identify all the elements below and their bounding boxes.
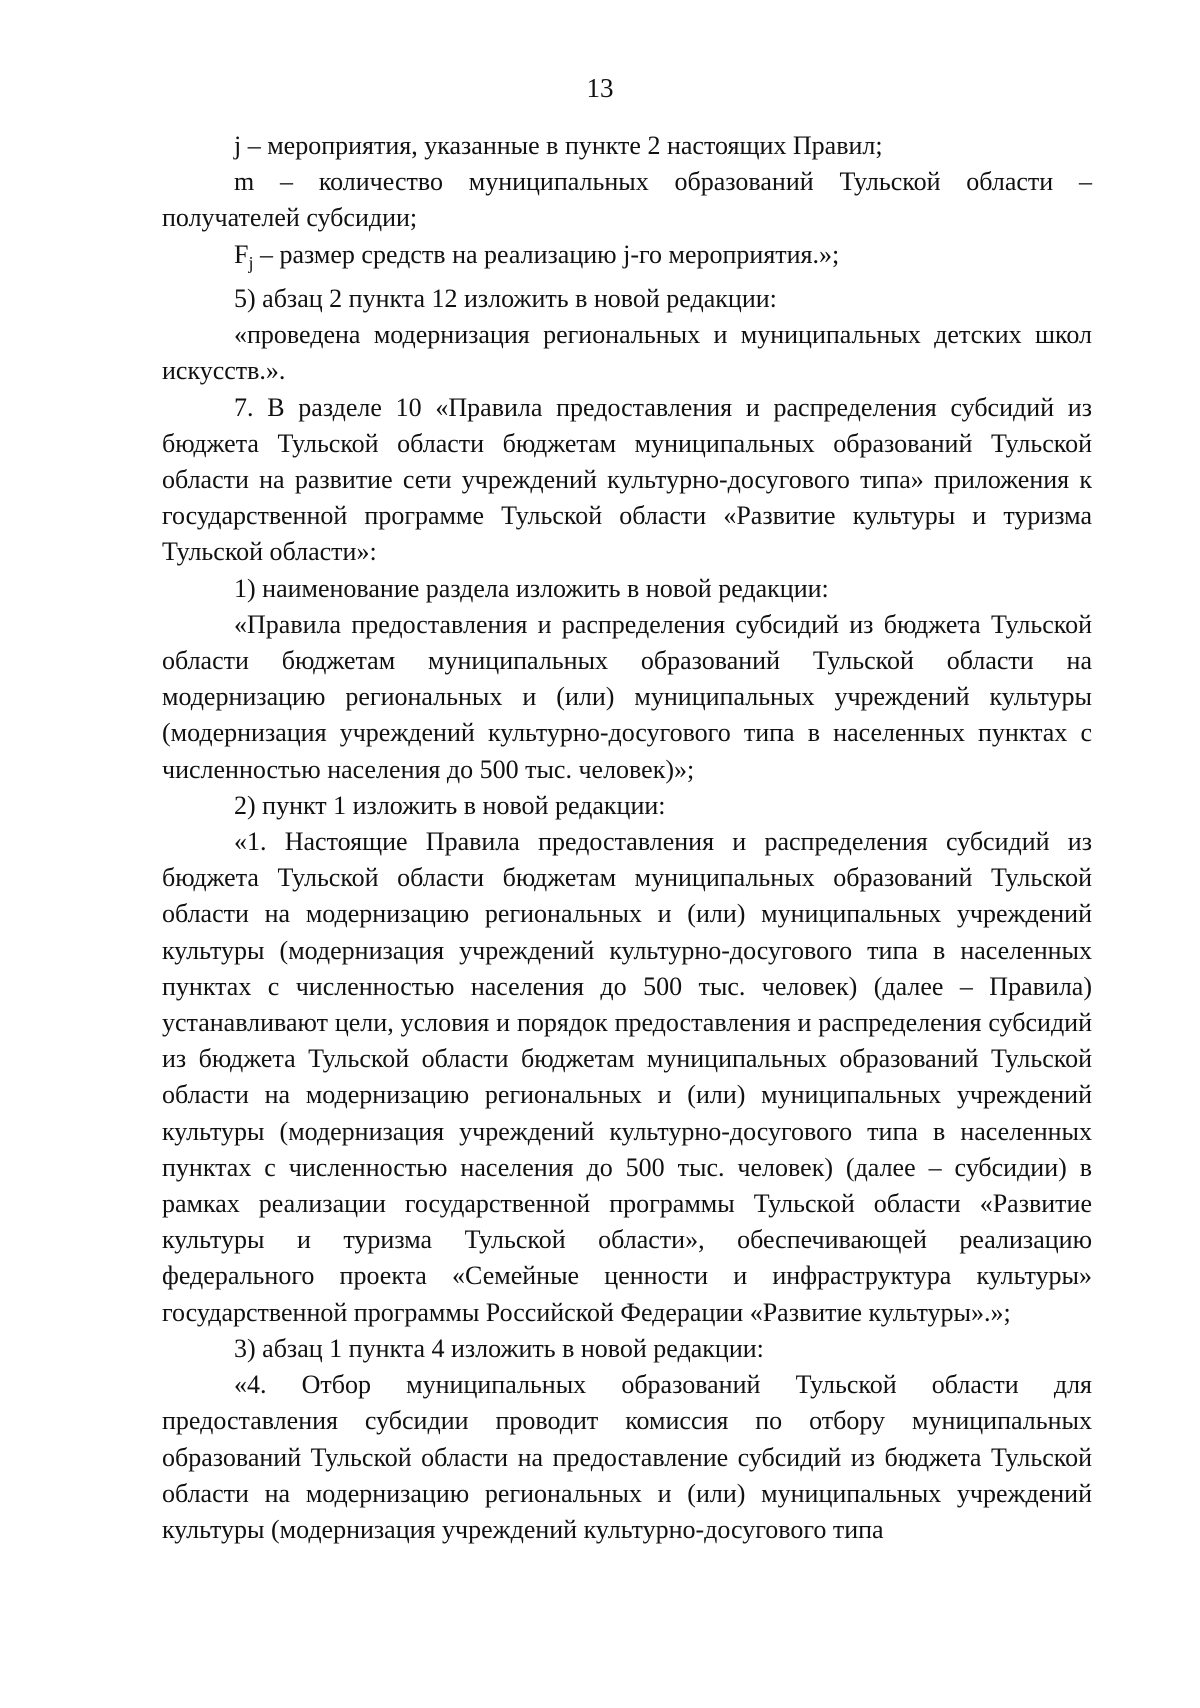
page-number: 13 <box>586 73 614 103</box>
paragraph-item-1-text: «Правила предоставления и распределения субсидий из бюджета Тульской области бюджетам муниципальных образований Тульской области на модернизацию региональных и (или) муниципальных учреждений культуры (модернизация учреждений культурно-досугового типа в населенных пунктах с численностью населения до 500 тыс. человек)»; <box>162 609 1092 784</box>
paragraph-item-3-text: «4. Отбор муниципальных образований Тульской области для предоставления субсидии проводит комиссия по отбору муниципальных образований Тульской области на предоставление субсидий из бюджета Тульской области на модернизацию региональных и (или) муниципальных учреждений культуры (модернизация учреждений культурно-досугового типа <box>162 1370 1092 1544</box>
paragraph-j-definition: j – мероприятия, указанные в пункте 2 настоящих Правил; <box>234 131 883 160</box>
document-body <box>162 128 1092 1548</box>
paragraph-item-1: 1) наименование раздела изложить в новой редакции: <box>234 573 829 603</box>
paragraph-item-5: 5) абзац 2 пункта 12 изложить в новой редакции: <box>234 284 777 313</box>
paragraph-section-7: 7. В разделе 10 «Правила предоставления и распределения субсидий из бюджета Тульской области бюджетам муниципальных образований Тульской области на развитие сети учреждений культурно-досугового типа» приложения к государственной программе Тульской области «Развитие культуры и туризма Тульской области»: <box>162 392 1092 567</box>
paragraph-item-5-text: «проведена модернизация региональных и муниципальных детских школ искусств.». <box>162 320 1092 386</box>
paragraph-item-2-text: «1. Настоящие Правила предоставления и распределения субсидий из бюджета Тульской области бюджетам муниципальных образований Тульской области на модернизацию региональных и (или) муниципальных учреждений культуры (модернизация учреждений культурно-досугового типа в населенных пунктах с численностью населения до 500 тыс. человек) (далее – Правила) устанавливают цели, условия и порядок предоставления и распределения субсидий из бюджета Тульской области бюджетам муниципальных образований Тульской области на модернизацию региональных и (или) муниципальных учреждений культуры (модернизация учреждений культурно-досугового типа в населенных пунктах с численностью населения до 500 тыс. человек) (далее – субсидии) в рамках реализации государственной программы Тульской области «Развитие культуры и туризма Тульской области», обеспечивающей реализацию федерального проекта «Семейные ценности и инфраструктура культуры» государственной программы Российской Федерации «Развитие культуры».»; <box>162 827 1092 1327</box>
paragraph-fj-definition: $F_j$ – размер средств на реализацию j-го мероприятия.»; <box>234 239 840 273</box>
paragraph-item-3: 3) абзац 1 пункта 4 изложить в новой редакции: <box>234 1333 764 1363</box>
paragraph-m-definition: m – количество муниципальных образований Тульской области – получателей субсидии; <box>162 167 1092 233</box>
paragraph-item-2: 2) пункт 1 изложить в новой редакции: <box>234 790 666 820</box>
